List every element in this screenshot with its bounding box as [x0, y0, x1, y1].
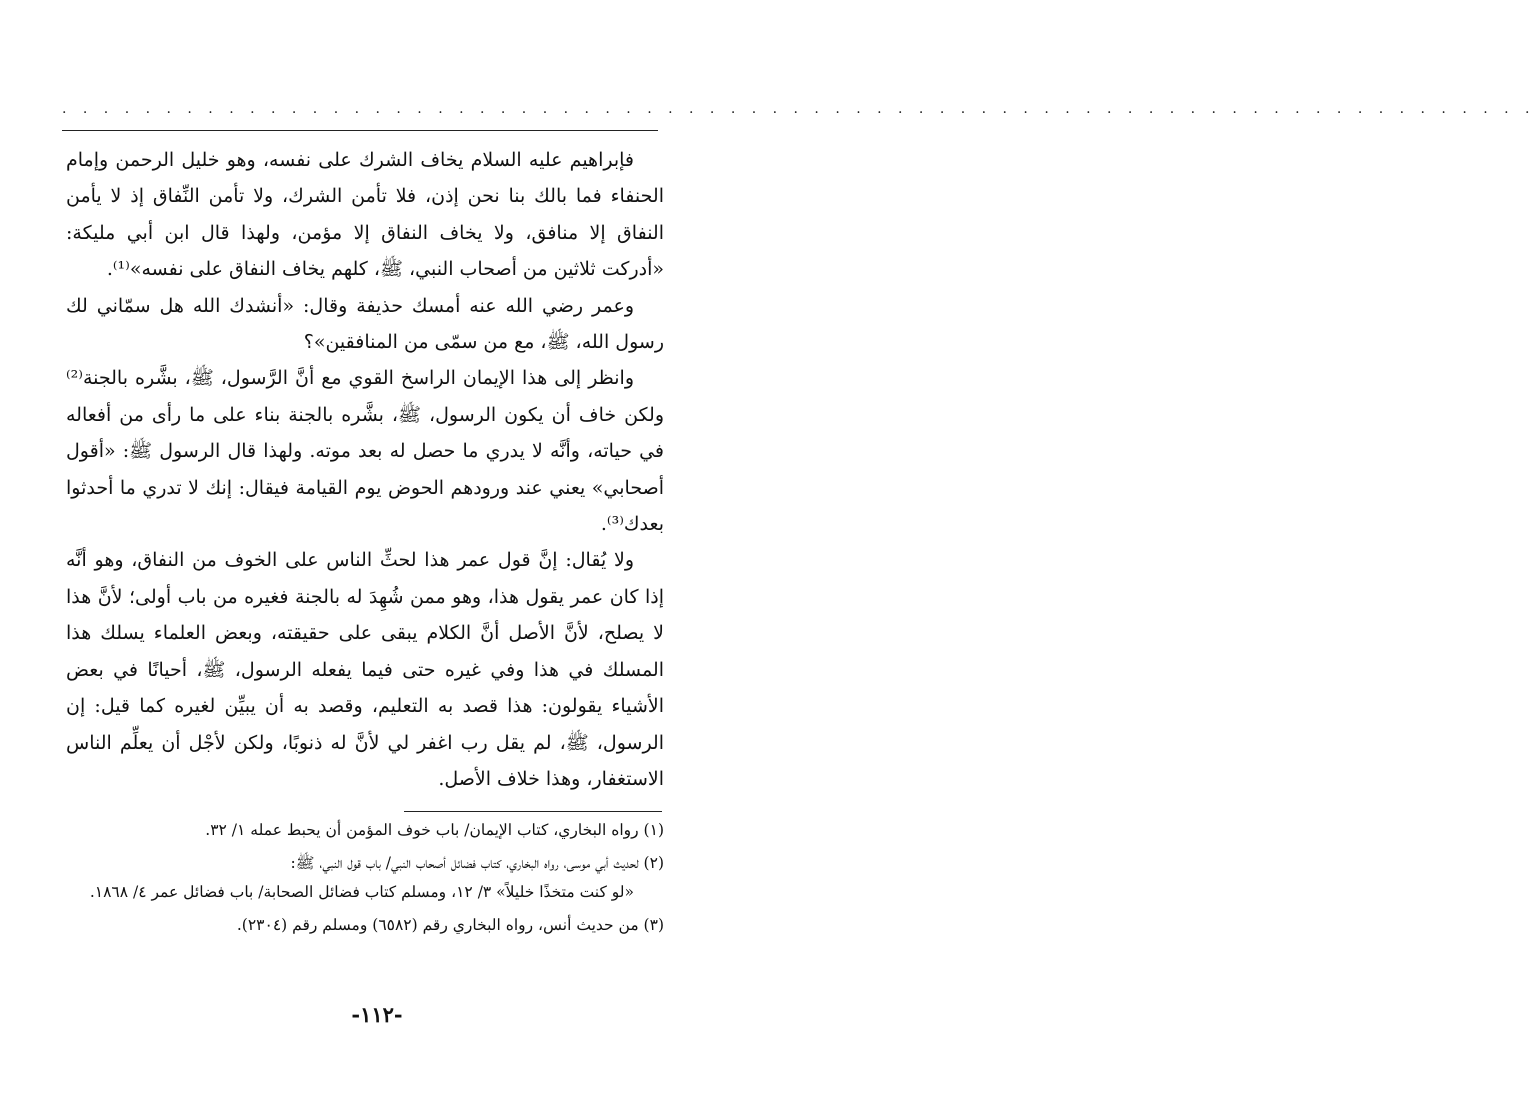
footnote-3: (٣) من حديث أنس، رواه البخاري رقم (٦٥٨٢) ومسلم رقم (٢٣٠٤).	[236, 916, 664, 934]
footnote-2: (٢) لحديث أبي موسى، رواه البخاري، كتاب فضائل أصحاب النبي/ باب قول النبي، ﷺ:	[290, 854, 664, 872]
page-number: -١١٢-	[351, 1002, 403, 1027]
footnote-2-continuation: «لو كنت متخذًا خليلاً» ٣/ ١٢، ومسلم كتاب فضائل الصحابة/ باب فضائل عمر ٤/ ١٨٦٨.	[89, 883, 634, 901]
footnote-rule	[404, 811, 662, 812]
paragraph-1: فإبراهيم عليه السلام يخاف الشرك على نفسه، وهو خليل الرحمن وإمام الحنفاء فما بالك بنا نحن إذن، فلا تأمن الشرك، ولا تأمن النِّفاق إذ لا يأمن النفاق إلا منافق، ولا يخاف النفاق إلا مؤمن، ولهذا قال ابن أبي مليكة: «أدركت ثلاثين من أصحاب النبي، ﷺ، كلهم يخاف النفاق على نفسه»⁽¹⁾.	[66, 149, 664, 281]
paragraph-3: وانظر إلى هذا الإيمان الراسخ القوي مع أنَّ الرَّسول، ﷺ، بشَّره بالجنة⁽²⁾ ولكن خاف أن يكون الرسول، ﷺ، بشَّره بالجنة بناء على ما رأى من أفعاله في حياته، وأنَّه لا يدري ما حصل له بعد موته. ولهذا قال الرسول ﷺ: «أقول أصحابي» يعني عند ورودهم الحوض يوم القيامة فيقال: إنك لا تدري ما أحدثوا بعدك⁽³⁾.	[66, 367, 664, 536]
main-text	[66, 142, 664, 797]
paragraph-4: ولا يُقال: إنَّ قول عمر هذا لحثِّ الناس على الخوف من النفاق، وهو أنَّه إذا كان عمر يقول هذا، وهو ممن شُهِدَ له بالجنة فغيره من باب أولى؛ لأنَّ هذا لا يصلح، لأنَّ الأصل أنَّ الكلام يبقى على حقيقته، وبعض العلماء يسلك هذا المسلك في هذا وفي غيره حتى فيما يفعله الرسول، ﷺ، أحيانًا في بعض الأشياء يقولون: هذا قصد به التعليم، وقصد به أن يبيِّن لغيره كما قيل: إن الرسول، ﷺ، لم يقل رب اغفر لي لأنَّ له ذنوبًا، ولكن لأجْل أن يعلِّم الناس الاستغفار، وهذا خلاف الأصل.	[66, 549, 664, 790]
paragraph-2: وعمر رضي الله عنه أمسك حذيفة وقال: «أنشدك الله هل سمّاني لك رسول الله، ﷺ، مع من سمّى من المنافقين»؟	[66, 294, 664, 354]
footnotes	[66, 816, 664, 944]
footnote-1: (١) رواه البخاري، كتاب الإيمان/ باب خوف المؤمن أن يحبط عمله ١/ ٣٢.	[205, 821, 664, 839]
header-rule	[62, 130, 658, 131]
header-dotted-line: . . . . . . . . . . . . . . . . . . . . . . . . . . . . . . . . . . . . . . . . . . . . . . . . . . . . . . . . . . . . . . . . . . . . . . .	[62, 101, 1535, 117]
